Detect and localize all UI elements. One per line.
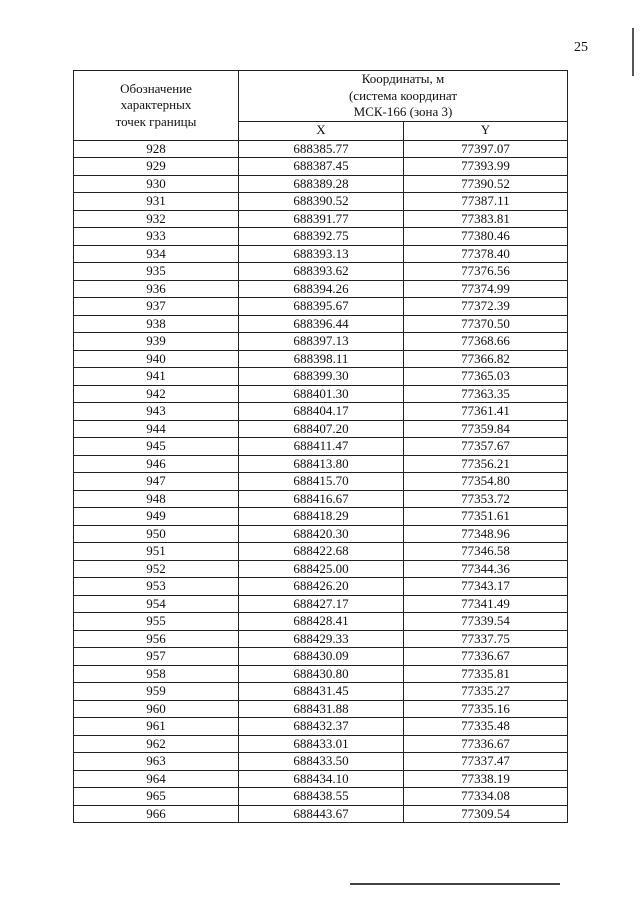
point-number-cell: 947 — [74, 473, 239, 491]
x-coordinate-cell: 688426.20 — [239, 578, 404, 596]
table-row — [74, 298, 568, 316]
y-coordinate-cell: 77339.54 — [404, 613, 568, 631]
y-coordinate-cell: 77383.81 — [404, 210, 568, 228]
table-row — [74, 508, 568, 526]
coordinates-header-line: (система координат — [348, 87, 458, 103]
y-coordinate-cell: 77335.48 — [404, 718, 568, 736]
x-coordinate-cell: 688397.13 — [239, 333, 404, 351]
designation-header-line: характерных — [120, 97, 192, 112]
table-row — [74, 228, 568, 246]
table-row — [74, 718, 568, 736]
y-coordinate-cell: 77341.49 — [404, 595, 568, 613]
table-row — [74, 263, 568, 281]
y-coordinate-cell: 77380.46 — [404, 228, 568, 246]
table-row — [74, 788, 568, 806]
x-coordinate-cell: 688431.88 — [239, 700, 404, 718]
x-coordinate-cell: 688401.30 — [239, 385, 404, 403]
point-number-cell: 961 — [74, 718, 239, 736]
point-number-cell: 963 — [74, 753, 239, 771]
table-row — [74, 613, 568, 631]
y-coordinate-cell: 77378.40 — [404, 245, 568, 263]
point-number-cell: 928 — [74, 140, 239, 158]
y-column-header: Y — [404, 121, 568, 140]
x-coordinate-cell: 688398.11 — [239, 350, 404, 368]
y-coordinate-cell: 77348.96 — [404, 525, 568, 543]
point-number-cell: 934 — [74, 245, 239, 263]
x-coordinate-cell: 688433.01 — [239, 735, 404, 753]
table-row — [74, 578, 568, 596]
scan-edge-mark — [632, 28, 634, 76]
y-coordinate-cell: 77351.61 — [404, 508, 568, 526]
point-number-cell: 931 — [74, 193, 239, 211]
page-number: 25 — [574, 40, 588, 55]
table-row — [74, 385, 568, 403]
y-coordinate-cell: 77390.52 — [404, 175, 568, 193]
point-number-cell: 935 — [74, 263, 239, 281]
point-number-cell: 960 — [74, 700, 239, 718]
y-coordinate-cell: 77338.19 — [404, 770, 568, 788]
table-row — [74, 140, 568, 158]
table-row — [74, 683, 568, 701]
y-coordinate-cell: 77344.36 — [404, 560, 568, 578]
y-coordinate-cell: 77363.35 — [404, 385, 568, 403]
point-number-cell: 949 — [74, 508, 239, 526]
y-coordinate-cell: 77354.80 — [404, 473, 568, 491]
y-coordinate-cell: 77343.17 — [404, 578, 568, 596]
x-coordinate-cell: 688427.17 — [239, 595, 404, 613]
x-coordinate-cell: 688393.62 — [239, 263, 404, 281]
x-coordinate-cell: 688396.44 — [239, 315, 404, 333]
point-number-cell: 943 — [74, 403, 239, 421]
table-row — [74, 368, 568, 386]
y-coordinate-cell: 77374.99 — [404, 280, 568, 298]
point-number-cell: 940 — [74, 350, 239, 368]
y-coordinate-cell: 77356.21 — [404, 455, 568, 473]
footer-rule — [350, 883, 560, 885]
point-number-cell: 930 — [74, 175, 239, 193]
y-coordinate-cell: 77372.39 — [404, 298, 568, 316]
x-coordinate-cell: 688425.00 — [239, 560, 404, 578]
table-row — [74, 193, 568, 211]
table-row — [74, 805, 568, 823]
coordinates-header — [239, 71, 568, 122]
table-row — [74, 438, 568, 456]
point-number-cell: 951 — [74, 543, 239, 561]
table-row — [74, 158, 568, 176]
point-number-cell: 945 — [74, 438, 239, 456]
y-coordinate-cell: 77361.41 — [404, 403, 568, 421]
x-coordinate-cell: 688391.77 — [239, 210, 404, 228]
table-row — [74, 753, 568, 771]
table-row — [74, 490, 568, 508]
x-coordinate-cell: 688438.55 — [239, 788, 404, 806]
y-coordinate-cell: 77336.67 — [404, 648, 568, 666]
x-coordinate-cell: 688389.28 — [239, 175, 404, 193]
y-coordinate-cell: 77368.66 — [404, 333, 568, 351]
point-number-cell: 948 — [74, 490, 239, 508]
table-row — [74, 700, 568, 718]
point-number-cell: 939 — [74, 333, 239, 351]
table-row — [74, 630, 568, 648]
point-number-cell: 955 — [74, 613, 239, 631]
x-coordinate-cell: 688393.13 — [239, 245, 404, 263]
table-row — [74, 770, 568, 788]
point-number-cell: 952 — [74, 560, 239, 578]
point-number-cell: 956 — [74, 630, 239, 648]
table-row — [74, 280, 568, 298]
coordinates-table — [73, 70, 568, 823]
y-coordinate-cell: 77370.50 — [404, 315, 568, 333]
table-row — [74, 420, 568, 438]
x-coordinate-cell: 688429.33 — [239, 630, 404, 648]
table-row — [74, 648, 568, 666]
point-number-cell: 953 — [74, 578, 239, 596]
x-coordinate-cell: 688404.17 — [239, 403, 404, 421]
x-coordinate-cell: 688443.67 — [239, 805, 404, 823]
x-coordinate-cell: 688422.68 — [239, 543, 404, 561]
point-number-cell: 932 — [74, 210, 239, 228]
table-row — [74, 403, 568, 421]
y-coordinate-cell: 77357.67 — [404, 438, 568, 456]
table-row — [74, 315, 568, 333]
point-number-cell: 954 — [74, 595, 239, 613]
x-coordinate-cell: 688430.80 — [239, 665, 404, 683]
table-row — [74, 665, 568, 683]
table-row — [74, 175, 568, 193]
y-coordinate-cell: 77337.47 — [404, 753, 568, 771]
y-coordinate-cell: 77365.03 — [404, 368, 568, 386]
point-number-cell: 966 — [74, 805, 239, 823]
table-row — [74, 455, 568, 473]
y-coordinate-cell: 77335.81 — [404, 665, 568, 683]
x-coordinate-cell: 688433.50 — [239, 753, 404, 771]
coordinates-header-line: Координаты, м — [361, 71, 445, 86]
point-number-cell: 937 — [74, 298, 239, 316]
y-coordinate-cell: 77309.54 — [404, 805, 568, 823]
coordinates-header-line: МСК-166 (зона 3) — [353, 104, 453, 119]
y-coordinate-cell: 77387.11 — [404, 193, 568, 211]
x-coordinate-cell: 688416.67 — [239, 490, 404, 508]
y-coordinate-cell: 77346.58 — [404, 543, 568, 561]
point-number-cell: 929 — [74, 158, 239, 176]
table-row — [74, 735, 568, 753]
designation-header — [74, 71, 239, 141]
table-row — [74, 350, 568, 368]
point-number-cell: 959 — [74, 683, 239, 701]
x-coordinate-cell: 688415.70 — [239, 473, 404, 491]
x-coordinate-cell: 688431.45 — [239, 683, 404, 701]
x-coordinate-cell: 688387.45 — [239, 158, 404, 176]
table-row — [74, 473, 568, 491]
point-number-cell: 946 — [74, 455, 239, 473]
x-coordinate-cell: 688392.75 — [239, 228, 404, 246]
x-coordinate-cell: 688432.37 — [239, 718, 404, 736]
table-row — [74, 245, 568, 263]
x-coordinate-cell: 688411.47 — [239, 438, 404, 456]
point-number-cell: 962 — [74, 735, 239, 753]
x-coordinate-cell: 688434.10 — [239, 770, 404, 788]
point-number-cell: 933 — [74, 228, 239, 246]
x-coordinate-cell: 688418.29 — [239, 508, 404, 526]
table-row — [74, 543, 568, 561]
table-body — [74, 140, 568, 823]
point-number-cell: 944 — [74, 420, 239, 438]
point-number-cell: 964 — [74, 770, 239, 788]
y-coordinate-cell: 77335.27 — [404, 683, 568, 701]
y-coordinate-cell: 77393.99 — [404, 158, 568, 176]
y-coordinate-cell: 77336.67 — [404, 735, 568, 753]
y-coordinate-cell: 77335.16 — [404, 700, 568, 718]
y-coordinate-cell: 77353.72 — [404, 490, 568, 508]
x-coordinate-cell: 688390.52 — [239, 193, 404, 211]
point-number-cell: 941 — [74, 368, 239, 386]
x-coordinate-cell: 688428.41 — [239, 613, 404, 631]
point-number-cell: 958 — [74, 665, 239, 683]
designation-header-line: Обозначение — [120, 80, 192, 96]
table-row — [74, 210, 568, 228]
x-coordinate-cell: 688413.80 — [239, 455, 404, 473]
x-coordinate-cell: 688399.30 — [239, 368, 404, 386]
table-row — [74, 333, 568, 351]
table-row — [74, 525, 568, 543]
y-coordinate-cell: 77334.08 — [404, 788, 568, 806]
y-coordinate-cell: 77337.75 — [404, 630, 568, 648]
x-coordinate-cell: 688407.20 — [239, 420, 404, 438]
point-number-cell: 957 — [74, 648, 239, 666]
point-number-cell: 965 — [74, 788, 239, 806]
x-coordinate-cell: 688395.67 — [239, 298, 404, 316]
x-coordinate-cell: 688394.26 — [239, 280, 404, 298]
x-coordinate-cell: 688430.09 — [239, 648, 404, 666]
x-coordinate-cell: 688385.77 — [239, 140, 404, 158]
designation-header-line: точек границы — [115, 113, 197, 129]
y-coordinate-cell: 77397.07 — [404, 140, 568, 158]
x-column-header: X — [239, 121, 404, 140]
y-coordinate-cell: 77366.82 — [404, 350, 568, 368]
y-coordinate-cell: 77376.56 — [404, 263, 568, 281]
table-row — [74, 560, 568, 578]
x-coordinate-cell: 688420.30 — [239, 525, 404, 543]
y-coordinate-cell: 77359.84 — [404, 420, 568, 438]
table-row — [74, 595, 568, 613]
point-number-cell: 936 — [74, 280, 239, 298]
point-number-cell: 942 — [74, 385, 239, 403]
point-number-cell: 950 — [74, 525, 239, 543]
point-number-cell: 938 — [74, 315, 239, 333]
